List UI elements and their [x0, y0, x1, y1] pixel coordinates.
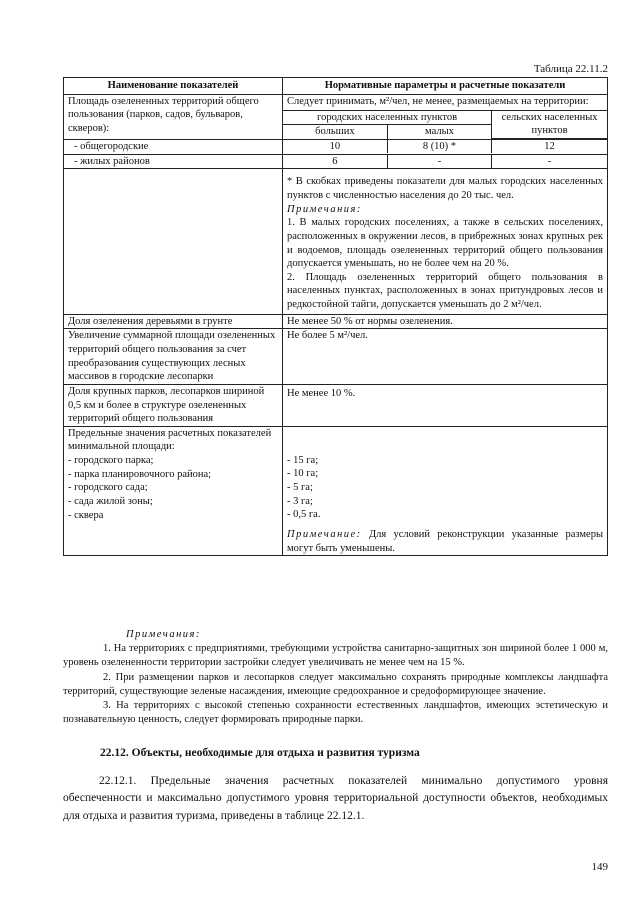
- row-min-values: [283, 426, 608, 555]
- table-row: [64, 384, 608, 426]
- min-item-value: - 15 га;: [287, 454, 319, 466]
- table-row: [64, 329, 608, 385]
- large-head: больших: [283, 125, 387, 139]
- row-parks-value: Не менее 10 %.: [283, 384, 608, 426]
- min-item-value: - 10 га;: [287, 468, 319, 480]
- city-small: 8 (10) *: [387, 140, 491, 153]
- row-increase-value: Не более 5 м²/чел.: [283, 329, 608, 385]
- min-item-name: - парка планировочного района;: [68, 468, 212, 480]
- table-row: [64, 94, 608, 139]
- section-paragraph: 22.12.1. Предельные значения расчетных показателей минимально допустимого уровня обеспеченности и максимально допустимого уровня территориальной доступности объектов, необходимых для отдыха и развития туризма, приведены в таблице 22.12.1.: [63, 775, 608, 822]
- header-col1: Наименование показателей: [64, 78, 283, 95]
- note-1: 1. В малых городских поселениях, а также в сельских поселениях, расположенных в окружении лесов, в прибрежных зонах крупных рек и водоемов, площадь озелененных территорий общего пользования допускается уменьшать, но не более чем на 20 %.: [287, 217, 603, 270]
- empty-cell: [64, 169, 283, 314]
- min-item-name: - городского сада;: [68, 482, 148, 494]
- min-note-title: Примечание:: [287, 529, 362, 541]
- table-row: [64, 140, 608, 155]
- section-body: [63, 773, 608, 825]
- min-note: [287, 528, 603, 555]
- after-table-notes: [63, 628, 608, 727]
- min-item-name: - городского парка;: [68, 455, 154, 467]
- rural-head: сельских населенных пунктов: [492, 111, 607, 139]
- after-note-2: 2. При размещении парков и лесопарков следует максимально сохранять природные комплексы ландшафта территорий, существующие зеленые насаждения, имеющие средоохранное и средоформирующее значение.: [63, 671, 608, 697]
- section-title: 22.12. Объекты, необходимые для отдыха и развития туризма: [100, 747, 420, 759]
- table-row: [64, 169, 608, 314]
- row-trees-name: Доля озеленения деревьями в грунте: [64, 314, 283, 329]
- res-rural: -: [492, 155, 607, 168]
- row-city-values: [283, 140, 608, 155]
- note-2: 2. Площадь озелененных территорий общего пользования в населенных пунктах, расположенных в зонах притундровых лесов и редкостойной тайги, допускается уменьшать до 2 м²/чел.: [287, 271, 603, 311]
- notes-title: Примечания:: [287, 203, 362, 215]
- row-green-area-params: [283, 94, 608, 139]
- row-parks-name: Доля крупных парков, лесопарков шириной 0,5 км и более в структуре озелененных территорий общего пользования: [64, 384, 283, 426]
- header-col2: Нормативные параметры и расчетные показатели: [283, 78, 608, 95]
- min-note-text: Для условий реконструкции указанные размеры могут быть уменьшены.: [287, 529, 603, 554]
- row-min-names: [64, 426, 283, 555]
- min-item-name: - сада жилой зоны;: [68, 496, 153, 508]
- notes-cell: [283, 169, 608, 314]
- after-notes-title: Примечания:: [126, 629, 201, 640]
- small-head: малых: [387, 125, 491, 139]
- table-row: [64, 154, 608, 169]
- row-trees-value: Не менее 50 % от нормы озеленения.: [283, 314, 608, 329]
- res-small: -: [387, 155, 491, 168]
- row-green-area-text: Следует принимать, м²/чел, не менее, размещаемых на территории:: [287, 95, 589, 107]
- page-number: 149: [591, 861, 608, 873]
- table-caption: Таблица 22.11.2: [533, 63, 608, 75]
- norms-table: [63, 77, 608, 556]
- min-item-value: - 3 га;: [287, 495, 313, 507]
- table-row: [64, 426, 608, 555]
- settlement-subtable: [283, 110, 607, 139]
- min-item-name: - сквера: [68, 509, 104, 521]
- min-item-value: - 0,5 га.: [287, 509, 321, 521]
- row-green-area-name: Площадь озелененных территорий общего пользования (парков, садов, бульваров, скверов):: [64, 94, 283, 139]
- table-row: [64, 314, 608, 329]
- row-min-intro: Предельные значения расчетных показателей минимальной площади:: [68, 427, 272, 453]
- city-rural: 12: [492, 140, 607, 153]
- min-item-value: - 5 га;: [287, 482, 313, 494]
- after-note-3: 3. На территориях с высокой степенью сохранности естественных ландшафтов, имеющих эстетическую и познавательную ценность, следует формировать природные парки.: [63, 699, 608, 726]
- table-header-row: [64, 78, 608, 95]
- row-increase-name: Увеличение суммарной площади озелененных территорий общего пользования за счет преобразования существующих лесных массивов в городские лесопарки: [64, 329, 283, 385]
- row-city-label: - общегородские: [64, 140, 283, 155]
- row-res-values: [283, 154, 608, 169]
- after-note-1: 1. На территориях с предприятиями, требующими устройства санитарно-защитных зон шириной более 1 000 м, уровень озелененности территории застройки следует увеличивать не менее чем на 15 %.: [63, 643, 608, 669]
- city-large: 10: [283, 140, 387, 153]
- urban-head: городских населенных пунктов: [283, 111, 492, 125]
- row-res-label: - жилых районов: [64, 154, 283, 169]
- asterisk-note: * В скобках приведены показатели для малых городских населенных пунктов с численностью населения до 20 тыс. чел.: [287, 176, 603, 201]
- res-large: 6: [283, 155, 387, 168]
